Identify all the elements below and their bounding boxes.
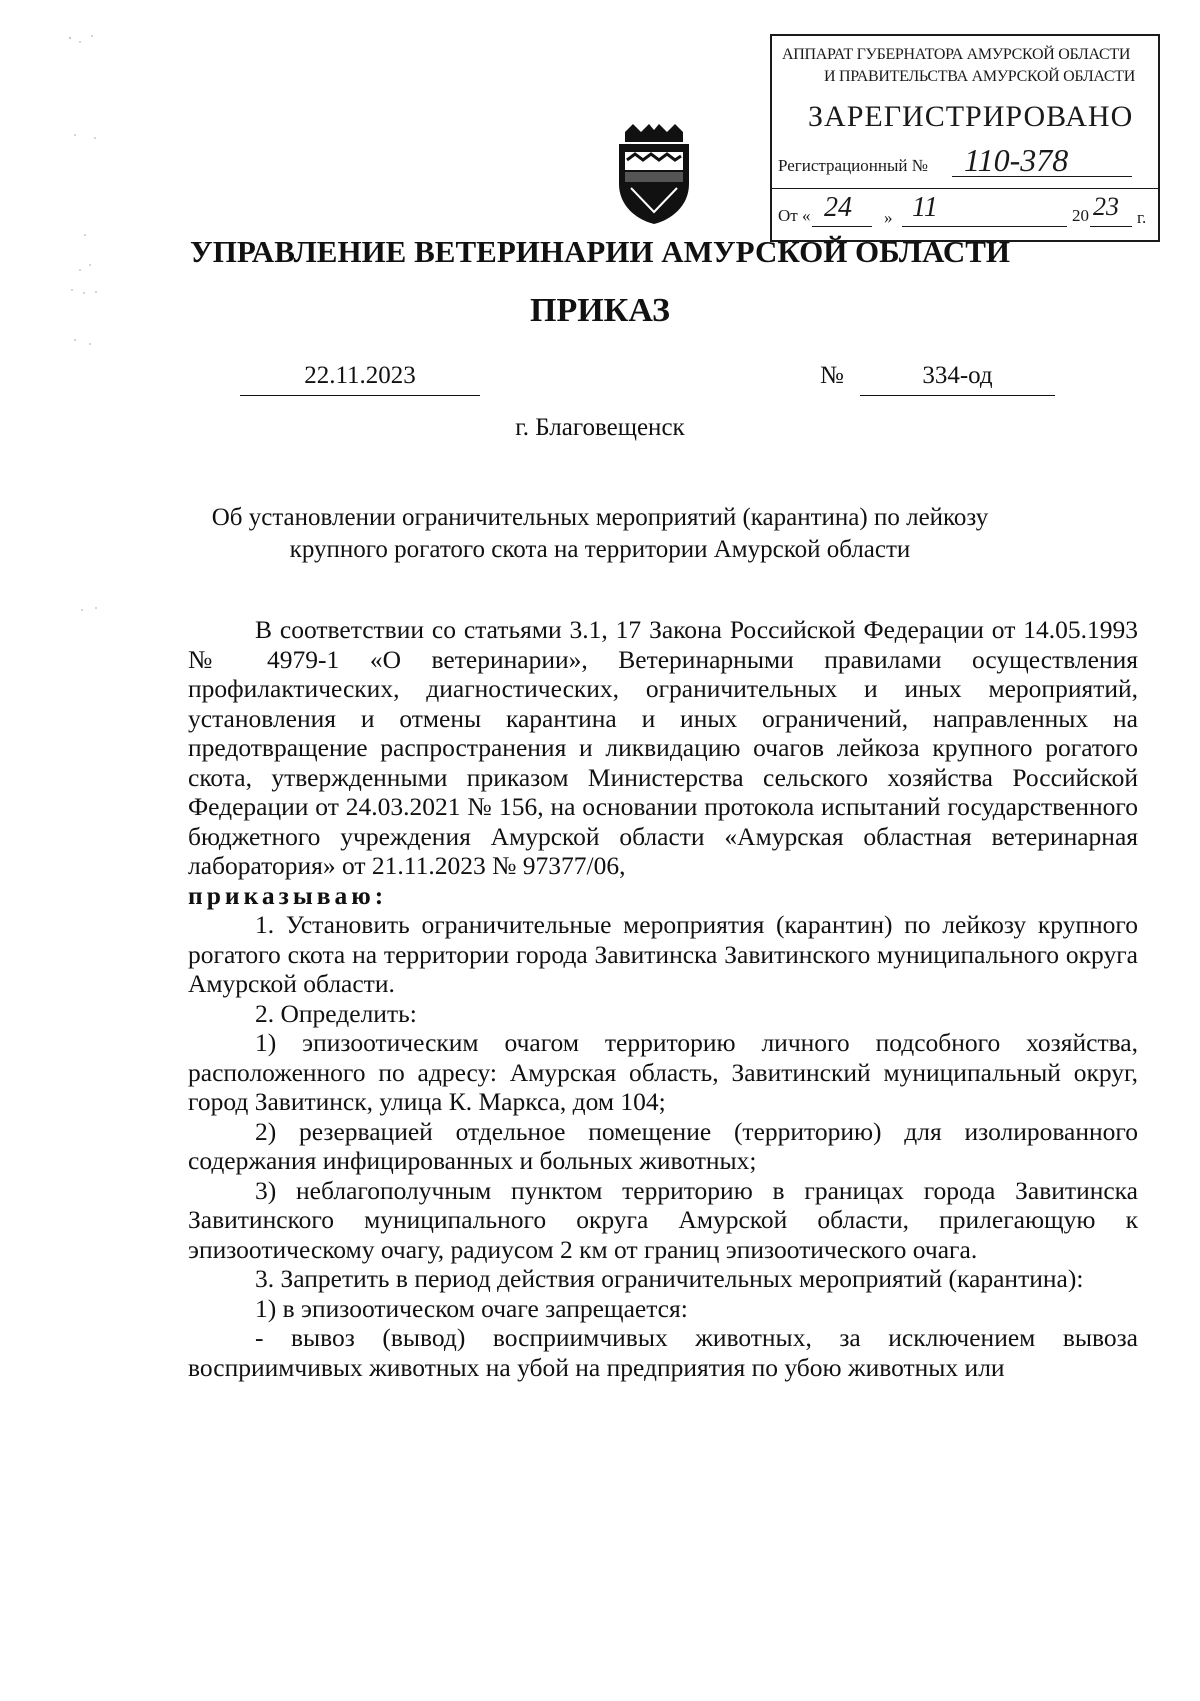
agency-name: УПРАВЛЕНИЕ ВЕТЕРИНАРИИ АМУРСКОЙ ОБЛАСТИ xyxy=(189,234,1011,269)
order-number: 334-од xyxy=(922,362,993,389)
order-date: 22.11.2023 xyxy=(304,362,416,389)
stamp-reg-line xyxy=(952,176,1132,177)
scan-marks xyxy=(40,20,120,720)
clause-2-1: 1) эпизоотическим очагом территорию личного подсобного хозяйства, расположенного по адресу: Амурская область, Завитинский муниципальный округ, город Завитинск, улица К. Маркса, дом 104; xyxy=(188,1028,1138,1116)
clause-2-3: 3) неблагополучным пунктом территорию в границах города Завитинска Завитинского муниципального округа Амурской области, прилегающую к эпизоотическому очагу, радиусом 2 км от границ эпизоотического очага. xyxy=(188,1175,1138,1264)
stamp-day: 24 xyxy=(824,192,852,223)
stamp-month: 11 xyxy=(912,192,938,223)
clause-3-1-a: - вывоз (вывод) восприимчивых животных, за исключением вывоза восприимчивых животных на убой на предприятия по убою животных или xyxy=(188,1323,1138,1382)
number-underline xyxy=(860,395,1055,396)
stamp-month-line xyxy=(902,226,1067,227)
stamp-org-line1: АППАРАТ ГУБЕРНАТОРА АМУРСКОЙ ОБЛАСТИ xyxy=(782,46,1131,63)
clause-2: 2. Определить: xyxy=(255,998,417,1028)
stamp-reg-number: 110-378 xyxy=(964,142,1069,178)
preamble-paragraph: В соответствии со статьями 3.1, 17 Закона Российской Федерации от 14.05.1993 № 4979-1 «О ветеринарии», Ветеринарными правилами осуществления профилактических, диагностических, ограничительных и иных мероприятий, установления и отмены карантина и иных ограничений, направленных на предотвращение распространения и ликвидацию очагов лейкоза крупного рогатого скота, утвержденными приказом Министерства сельского хозяйства Российской Федерации от 24.03.2021 № 156, на основании протокола испытаний государственного бюджетного учреждения Амурской области «Амурская областная ветеринарная лаборатория» от 21.11.2023 № 97377/06, xyxy=(188,615,1138,880)
subject-line-1: Об установлении ограничительных мероприятий (карантина) по лейкозу xyxy=(211,504,989,531)
clause-1: 1. Установить ограничительные мероприятия (карантин) по лейкозу крупного рогатого скота на территории города Завитинска Завитинского муниципального округа Амурской области. xyxy=(188,910,1138,998)
order-subject xyxy=(150,502,1050,566)
document-type: ПРИКАЗ xyxy=(530,292,670,329)
stamp-divider xyxy=(772,188,1158,189)
stamp-day-line xyxy=(812,226,872,227)
stamp-day-close: » xyxy=(884,208,893,227)
stamp-org-line2: И ПРАВИТЕЛЬСТВА АМУРСКОЙ ОБЛАСТИ xyxy=(824,68,1135,85)
date-underline xyxy=(240,395,480,396)
stamp-reg-label: Регистрационный № xyxy=(778,156,928,175)
stamp-year-prefix: 20 xyxy=(1072,206,1089,225)
order-body xyxy=(188,615,1138,1382)
clause-2-2: 2) резервацией отдельное помещение (территорию) для изолированного содержания инфицированных и больных животных; xyxy=(188,1116,1138,1175)
subject-line-2: крупного рогатого скота на территории Амурской области xyxy=(289,536,911,563)
stamp-year-line xyxy=(1090,226,1132,227)
city: г. Благовещенск xyxy=(515,414,685,441)
stamp-from-label: От « xyxy=(778,206,811,225)
clause-3: 3. Запретить в период действия ограничительных мероприятий (карантина): xyxy=(255,1264,1084,1293)
registration-stamp xyxy=(770,34,1160,242)
clause-3-1: 1) в эпизоотическом очаге запрещается: xyxy=(255,1293,688,1323)
stamp-year-unit: г. xyxy=(1137,208,1147,227)
coat-of-arms-icon xyxy=(611,122,697,226)
orders-heading: приказываю: xyxy=(188,880,388,910)
stamp-status: ЗАРЕГИСТРИРОВАНО xyxy=(808,100,1134,133)
number-sign: № xyxy=(820,362,844,389)
stamp-year-suffix: 23 xyxy=(1093,192,1119,221)
